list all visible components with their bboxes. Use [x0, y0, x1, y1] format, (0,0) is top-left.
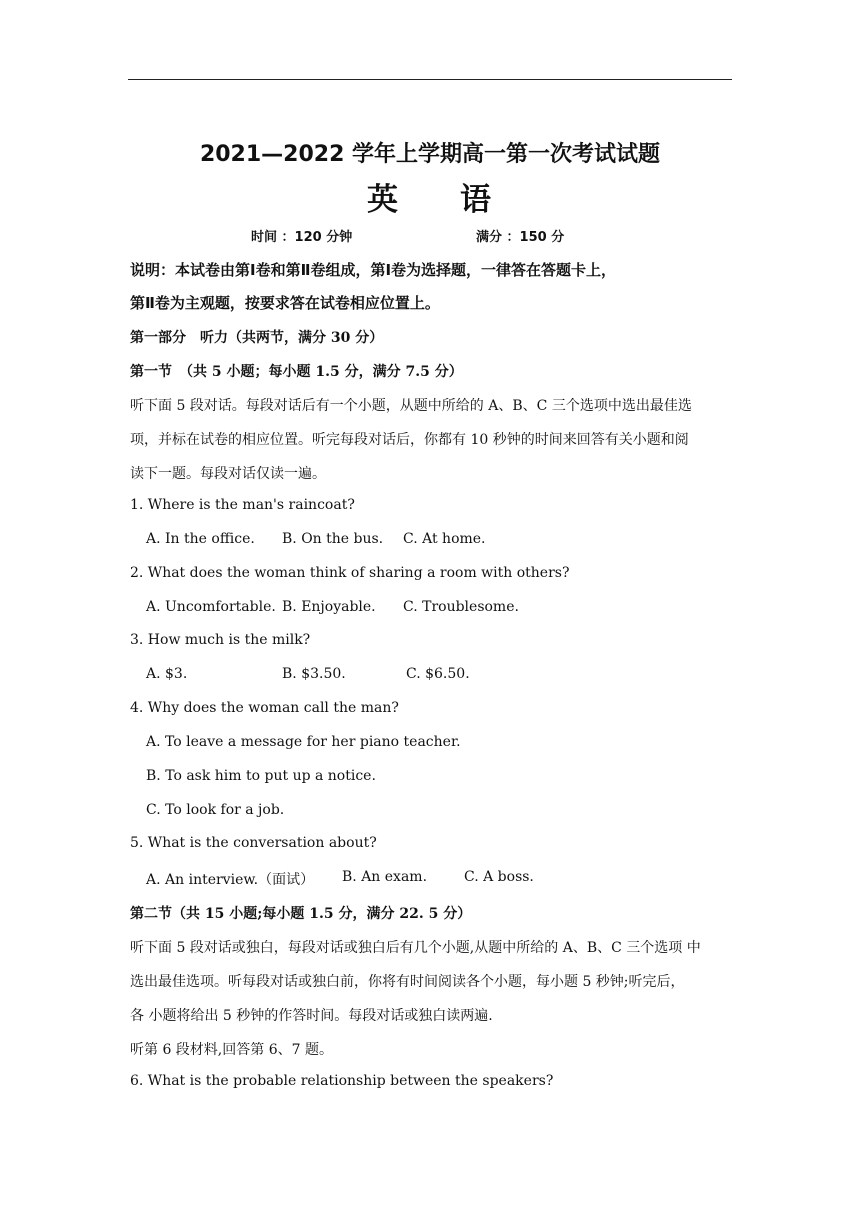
question-4: 4. Why does the woman call the man? [130, 700, 399, 716]
section2-instruction-3: 各 小题将给出 5 秒钟的作答时间。每段对话或独白读两遍. [130, 1008, 493, 1024]
part1-heading: 第一部分 听力（共两节，满分 30 分） [130, 330, 384, 346]
question-1: 1. Where is the man's raincoat? [130, 497, 355, 513]
q4-option-c: C. To look for a job. [146, 802, 285, 818]
q5-option-a: A. An interview.（面试） [146, 872, 315, 888]
subject-char-2: 语 [460, 182, 493, 218]
section1-instruction-2: 项，并标在试卷的相应位置。听完每段对话后，你都有 10 秒钟的时间来回答有关小题和阅 [130, 432, 689, 448]
q4-option-a: A. To leave a message for her piano teacher. [146, 734, 461, 750]
q2-option-b: B. Enjoyable. [282, 599, 376, 615]
note-line-2: 第Ⅱ卷为主观题，按要求答在试卷相应位置上。 [130, 294, 440, 312]
question-3: 3. How much is the milk? [130, 632, 311, 648]
section2-instruction-1: 听下面 5 段对话或独白，每段对话或独白后有几个小题,从题中所给的 A、B、C 三个选项 中 [130, 940, 701, 956]
section1-instruction-1: 听下面 5 段对话。每段对话后有一个小题，从题中所给的 A、B、C 三个选项中选出最佳选 [130, 398, 692, 414]
q3-option-b: B. $3.50. [282, 666, 346, 682]
q2-option-c: C. Troublesome. [403, 599, 519, 615]
q2-option-a: A. Uncomfortable. [146, 599, 276, 615]
question-5: 5. What is the conversation about? [130, 835, 377, 851]
section1-instruction-3: 读下一题。每段对话仅读一遍。 [130, 466, 326, 482]
q3-option-a: A. $3. [146, 666, 188, 682]
q4-option-b: B. To ask him to put up a notice. [146, 768, 376, 784]
exam-time: 时间 ：120 分钟 [251, 230, 353, 245]
section2-instruction-2: 选出最佳选项。听每段对话或独白前，你将有时间阅读各个小题，每小题 5 秒钟;听完后， [130, 974, 685, 990]
q5-option-b: B. An exam. [342, 869, 428, 885]
q1-option-a: A. In the office. [146, 531, 255, 547]
section2-heading: 第二节（共 15 小题;每小题 1.5 分，满分 22. 5 分） [130, 906, 472, 922]
section2-material-6: 听第 6 段材料,回答第 6、7 题。 [130, 1042, 333, 1058]
note-line-1: 说明：本试卷由第Ⅰ卷和第Ⅱ卷组成，第Ⅰ卷为选择题，一律答在答题卡上， [130, 261, 617, 279]
question-2: 2. What does the woman think of sharing a room with others? [130, 565, 570, 581]
q5-option-c: C. A boss. [464, 869, 534, 885]
q3-option-c: C. $6.50. [406, 666, 470, 682]
q1-option-c: C. At home. [403, 531, 486, 547]
subject-char-1: 英 [367, 182, 400, 218]
question-6: 6. What is the probable relationship between the speakers? [130, 1073, 554, 1089]
exam-score: 满分 ：150 分 [476, 230, 565, 245]
q1-option-b: B. On the bus. [282, 531, 384, 547]
header-rule [128, 79, 732, 80]
subject-title [0, 174, 860, 219]
exam-title: 2021—2022 学年上学期高一第一次考试试题 [199, 142, 661, 167]
section1-heading: 第一节 （共 5 小题；每小题 1.5 分，满分 7.5 分） [130, 364, 463, 380]
